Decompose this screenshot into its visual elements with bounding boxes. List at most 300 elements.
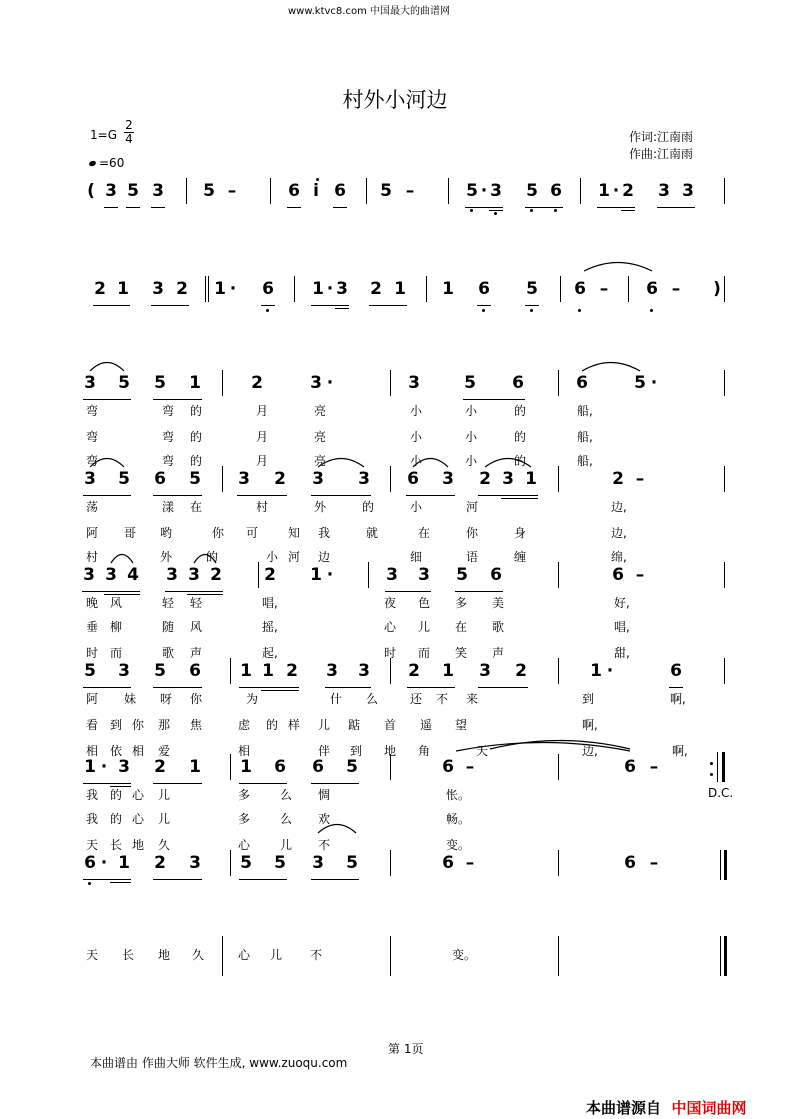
lyric-char: 天 bbox=[86, 948, 99, 962]
beam-line bbox=[489, 210, 503, 211]
note: 6 bbox=[262, 279, 274, 299]
lyric-char: 弯 bbox=[86, 404, 99, 418]
lyric-char: 在 bbox=[455, 620, 468, 634]
lyric-char: 阿 bbox=[86, 526, 99, 540]
lyric-char: 我 bbox=[318, 526, 331, 540]
note: 6 bbox=[288, 181, 300, 201]
lyric-char: 小 bbox=[266, 550, 279, 564]
lyric-char: 呀 bbox=[160, 692, 173, 706]
beam-line bbox=[369, 305, 407, 306]
note: 3 bbox=[238, 469, 250, 489]
note: 3 bbox=[118, 757, 130, 777]
note: 1 bbox=[118, 853, 130, 873]
lyricist: 作词:江南雨 bbox=[629, 130, 694, 144]
barline bbox=[222, 370, 223, 396]
quarter-note-icon bbox=[88, 160, 96, 167]
lyric-char: 小 bbox=[465, 404, 478, 418]
lyric-char: 不 bbox=[310, 948, 323, 962]
beam-line bbox=[407, 687, 455, 688]
note: 5 bbox=[154, 661, 166, 681]
beam-line bbox=[151, 305, 189, 306]
note: 3 bbox=[152, 279, 164, 299]
lyric-char: 色 bbox=[418, 596, 431, 610]
note: 3 bbox=[310, 373, 322, 393]
lyric-char: 为 bbox=[246, 692, 259, 706]
note: 6 bbox=[576, 373, 588, 393]
note: 5 bbox=[526, 181, 538, 201]
lyric-char: 船, bbox=[577, 430, 593, 444]
lyric-char: 首 bbox=[384, 718, 397, 732]
note: 5 bbox=[118, 469, 130, 489]
beam-line bbox=[385, 591, 431, 592]
repeat-barline-thick bbox=[722, 752, 725, 782]
note: · bbox=[100, 853, 108, 873]
lyric-char: 怅。 bbox=[446, 788, 471, 802]
lyric-char: 依 bbox=[110, 744, 123, 758]
source-credit[interactable] bbox=[586, 1097, 746, 1118]
lyric-char: 儿 bbox=[318, 718, 331, 732]
lyric-char: 的 bbox=[190, 430, 203, 444]
note: 6 bbox=[612, 565, 624, 585]
octave-dot bbox=[710, 773, 713, 776]
beam-line bbox=[151, 207, 165, 208]
barline bbox=[205, 276, 206, 302]
slur-arc bbox=[111, 552, 133, 564]
beam-line bbox=[153, 687, 202, 688]
octave-dot bbox=[530, 209, 533, 212]
octave-dot bbox=[88, 882, 91, 885]
lyric-char: 惆 bbox=[318, 788, 331, 802]
note: 6 bbox=[154, 469, 166, 489]
lyric-char: 风 bbox=[190, 620, 203, 634]
lyric-char: 多 bbox=[455, 596, 468, 610]
lyric-char: 儿 bbox=[418, 620, 431, 634]
lyric-char: 轻 bbox=[190, 596, 203, 610]
lyric-char: 知 bbox=[288, 526, 301, 540]
lyric-char: 你 bbox=[190, 692, 203, 706]
lyric-char: 月 bbox=[256, 404, 269, 418]
beam-line bbox=[325, 687, 371, 688]
lyric-char: 歌 bbox=[162, 646, 175, 660]
beam-line bbox=[406, 495, 455, 496]
lyric-char: 弯 bbox=[162, 430, 175, 444]
lyric-char: 边, bbox=[582, 744, 598, 758]
generator-note: 本曲谱由 作曲大师 软件生成, www.zuoqu.com bbox=[90, 1056, 348, 1070]
note: 1 bbox=[189, 757, 201, 777]
note: 3 bbox=[408, 373, 420, 393]
note: 6 bbox=[334, 181, 346, 201]
lyric-char: 随 bbox=[162, 620, 175, 634]
note: 1 bbox=[442, 279, 454, 299]
lyric-char: 阿 bbox=[86, 692, 99, 706]
lyric-char: 河 bbox=[288, 550, 301, 564]
lyric-char: 你 bbox=[466, 526, 479, 540]
beam-line bbox=[478, 495, 538, 496]
lyric-char: 儿 bbox=[158, 812, 171, 826]
note: 6 bbox=[512, 373, 524, 393]
barline bbox=[222, 936, 223, 976]
lyric-char: 哥 bbox=[124, 526, 137, 540]
beam-line bbox=[104, 207, 118, 208]
note: 1 bbox=[240, 661, 252, 681]
lyric-char: 心 bbox=[384, 620, 397, 634]
lyric-char: 起, bbox=[262, 646, 278, 660]
note: 6 bbox=[574, 279, 586, 299]
note: 6 bbox=[646, 279, 658, 299]
note: 1 bbox=[442, 661, 454, 681]
note: 2 bbox=[274, 469, 286, 489]
lyric-char: 啊, bbox=[672, 744, 688, 758]
note: 1 bbox=[394, 279, 406, 299]
note: 3 bbox=[682, 181, 694, 201]
beam-line bbox=[83, 495, 131, 496]
note: – bbox=[671, 279, 681, 299]
beam-line bbox=[525, 207, 563, 208]
note: 3 bbox=[442, 469, 454, 489]
barline bbox=[368, 562, 369, 588]
note: – bbox=[465, 853, 475, 873]
lyric-char: 亮 bbox=[314, 454, 327, 468]
lyric-char: 到 bbox=[110, 718, 123, 732]
lyric-char: 的 bbox=[206, 550, 219, 564]
note: 3 bbox=[118, 661, 130, 681]
site-banner[interactable]: www.ktvc8.com 中国最大的曲谱网 bbox=[288, 6, 451, 17]
lyric-char: 还 bbox=[410, 692, 423, 706]
beam-line bbox=[153, 495, 202, 496]
note: 3 bbox=[326, 661, 338, 681]
barline bbox=[208, 276, 209, 302]
note: 3 bbox=[658, 181, 670, 201]
lyric-char: 声 bbox=[492, 646, 505, 660]
lyric-char: 么 bbox=[366, 692, 379, 706]
note: 1 bbox=[312, 279, 324, 299]
beam-line bbox=[261, 690, 299, 691]
lyric-char: 边, bbox=[611, 500, 627, 514]
lyric-char: 遥 bbox=[420, 718, 433, 732]
lyric-char: 啊, bbox=[582, 718, 598, 732]
note: 1 bbox=[240, 757, 252, 777]
dc-marking: D.C. bbox=[708, 786, 734, 800]
note: 3 bbox=[502, 469, 514, 489]
lyric-char: 弯 bbox=[162, 454, 175, 468]
note: 6 bbox=[442, 853, 454, 873]
beam-line bbox=[83, 687, 131, 688]
time-top: 2 bbox=[125, 118, 133, 132]
lyric-char: 河 bbox=[466, 500, 479, 514]
lyric-char: 不 bbox=[436, 692, 449, 706]
octave-dot bbox=[650, 309, 653, 312]
note: ) bbox=[713, 279, 721, 299]
barline bbox=[186, 178, 187, 204]
barline bbox=[724, 276, 725, 302]
lyric-char: 什 bbox=[330, 692, 343, 706]
lyric-char: 垂 bbox=[86, 620, 99, 634]
octave-dot bbox=[482, 309, 485, 312]
beam-line bbox=[287, 207, 301, 208]
note: – bbox=[635, 565, 645, 585]
beam-line bbox=[478, 687, 528, 688]
note: – bbox=[649, 757, 659, 777]
beam-line bbox=[93, 305, 130, 306]
lyric-char: 不 bbox=[318, 838, 331, 852]
lyric-char: 船, bbox=[577, 404, 593, 418]
beam-line bbox=[621, 210, 635, 211]
lyric-char: 时 bbox=[384, 646, 397, 660]
octave-dot bbox=[316, 178, 319, 181]
note: 5 bbox=[189, 469, 201, 489]
lyric-char: 唱, bbox=[262, 596, 278, 610]
song-title: 村外小河边 bbox=[342, 88, 448, 112]
note: · bbox=[650, 373, 658, 393]
lyric-char: 望 bbox=[455, 718, 468, 732]
lyric-char: 相 bbox=[86, 744, 99, 758]
lyric-char: 的 bbox=[190, 454, 203, 468]
barline bbox=[558, 850, 559, 876]
lyric-char: 心 bbox=[238, 838, 251, 852]
key-signature: 1=G bbox=[90, 128, 117, 142]
beam-line bbox=[239, 879, 287, 880]
tempo-value: =60 bbox=[99, 156, 125, 170]
beam-line bbox=[455, 591, 503, 592]
lyric-char: 我 bbox=[86, 788, 99, 802]
note: 1 bbox=[214, 279, 226, 299]
lyric-char: 心 bbox=[132, 812, 145, 826]
beam-line bbox=[165, 591, 223, 592]
lyric-char: 摇, bbox=[262, 620, 278, 634]
barline bbox=[230, 850, 231, 876]
note: 2 bbox=[264, 565, 276, 585]
lyric-char: 欢 bbox=[318, 812, 331, 826]
lyric-char: 甜, bbox=[614, 646, 630, 660]
octave-dot bbox=[470, 209, 473, 212]
lyric-char: 小 bbox=[465, 430, 478, 444]
beam-line bbox=[311, 879, 359, 880]
lyric-char: 焦 bbox=[190, 718, 203, 732]
lyric-char: 小 bbox=[410, 404, 423, 418]
beam-line bbox=[83, 399, 131, 400]
lyric-char: 而 bbox=[418, 646, 431, 660]
note: 2 bbox=[370, 279, 382, 299]
lyric-char: 心 bbox=[132, 788, 145, 802]
lyric-char: 来 bbox=[466, 692, 479, 706]
lyric-char: 看 bbox=[86, 718, 99, 732]
barline bbox=[448, 178, 449, 204]
note: 2 bbox=[154, 853, 166, 873]
note: 3 bbox=[479, 661, 491, 681]
barline bbox=[230, 658, 231, 684]
lyric-char: 么 bbox=[280, 788, 293, 802]
lyric-char: 可 bbox=[246, 526, 259, 540]
time-signature bbox=[124, 119, 134, 146]
note: 2 bbox=[408, 661, 420, 681]
lyric-char: 啊, bbox=[670, 692, 686, 706]
barline bbox=[230, 754, 231, 780]
beam-line bbox=[311, 305, 349, 306]
lyric-char: 边, bbox=[611, 526, 627, 540]
lyric-char: 相 bbox=[238, 744, 251, 758]
lyric-char: 亮 bbox=[314, 404, 327, 418]
barline bbox=[366, 178, 367, 204]
lyric-char: 月 bbox=[256, 454, 269, 468]
barline bbox=[720, 936, 721, 976]
slur-arc bbox=[194, 552, 216, 564]
barline bbox=[724, 562, 725, 588]
beam-line bbox=[126, 207, 140, 208]
note: 2 bbox=[154, 757, 166, 777]
note: – bbox=[599, 279, 609, 299]
beam-line bbox=[525, 305, 539, 306]
note: – bbox=[227, 181, 237, 201]
beam-line bbox=[153, 399, 202, 400]
note: 5 bbox=[118, 373, 130, 393]
note: 6 bbox=[189, 661, 201, 681]
beam-line bbox=[597, 207, 635, 208]
note: 1 bbox=[117, 279, 129, 299]
lyric-char: 相 bbox=[132, 744, 145, 758]
lyric-char: 长 bbox=[110, 838, 123, 852]
lyric-char: 久 bbox=[158, 838, 171, 852]
slur-arc bbox=[584, 260, 652, 272]
lyric-char: 村 bbox=[256, 500, 269, 514]
note: 3 bbox=[312, 853, 324, 873]
beam-line bbox=[311, 783, 359, 784]
barline bbox=[724, 178, 725, 204]
beam-line bbox=[669, 687, 683, 688]
lyric-char: 在 bbox=[418, 526, 431, 540]
lyric-char: 虑 bbox=[238, 718, 251, 732]
note: 3 bbox=[105, 565, 117, 585]
lyric-char: 小 bbox=[410, 500, 423, 514]
note: 2 bbox=[515, 661, 527, 681]
lyric-char: 缠 bbox=[514, 550, 527, 564]
note: 3 bbox=[336, 279, 348, 299]
lyric-char: 地 bbox=[132, 838, 145, 852]
time-bottom: 4 bbox=[125, 132, 133, 146]
beam-line bbox=[477, 305, 491, 306]
lyric-char: 那 bbox=[158, 718, 171, 732]
note: 6 bbox=[84, 853, 96, 873]
lyric-char: 而 bbox=[110, 646, 123, 660]
lyric-char: 地 bbox=[384, 744, 397, 758]
barline bbox=[560, 276, 561, 302]
final-barline bbox=[724, 936, 727, 976]
lyric-char: 歌 bbox=[492, 620, 505, 634]
barline bbox=[724, 658, 725, 684]
beam-line bbox=[110, 882, 131, 883]
lyric-char: 在 bbox=[190, 500, 203, 514]
note: 5 bbox=[464, 373, 476, 393]
lyric-char: 小 bbox=[410, 430, 423, 444]
barline bbox=[558, 562, 559, 588]
source-label: 本曲谱源自 bbox=[586, 1099, 662, 1117]
barline bbox=[390, 370, 391, 396]
note: 5 bbox=[346, 853, 358, 873]
note: 3 bbox=[105, 181, 117, 201]
note: 2 bbox=[251, 373, 263, 393]
note: 5 bbox=[456, 565, 468, 585]
note: – bbox=[405, 181, 415, 201]
lyric-char: 角 bbox=[418, 744, 431, 758]
lyric-char: 样 bbox=[288, 718, 301, 732]
barline bbox=[558, 936, 559, 976]
note: 3 bbox=[490, 181, 502, 201]
beam-line bbox=[465, 207, 503, 208]
lyric-char: 到 bbox=[350, 744, 363, 758]
octave-dot bbox=[266, 309, 269, 312]
note: 5 bbox=[346, 757, 358, 777]
lyric-char: 美 bbox=[492, 596, 505, 610]
note: 3 bbox=[84, 373, 96, 393]
note: · bbox=[612, 181, 620, 201]
barline bbox=[270, 178, 271, 204]
lyric-char: 就 bbox=[366, 526, 379, 540]
note: 3 bbox=[386, 565, 398, 585]
note: 6 bbox=[490, 565, 502, 585]
barline bbox=[628, 276, 629, 302]
lyric-char: 你 bbox=[132, 718, 145, 732]
lyric-char: 弯 bbox=[86, 454, 99, 468]
lyric-char: 外 bbox=[160, 550, 173, 564]
note: · bbox=[480, 181, 488, 201]
lyric-char: 的 bbox=[266, 718, 279, 732]
note: 1 bbox=[84, 757, 96, 777]
note: 3 bbox=[83, 565, 95, 585]
note: · bbox=[606, 661, 614, 681]
beam-line bbox=[657, 207, 695, 208]
slur-arc bbox=[90, 360, 124, 372]
barline bbox=[720, 850, 721, 880]
source-site[interactable]: 中国词曲网 bbox=[671, 1099, 747, 1117]
note: 1 bbox=[590, 661, 602, 681]
note: 3 bbox=[189, 853, 201, 873]
note: 3 bbox=[188, 565, 200, 585]
note: 1 bbox=[525, 469, 537, 489]
beam-line bbox=[239, 687, 299, 688]
octave-dot bbox=[494, 212, 497, 215]
lyric-char: 时 bbox=[86, 646, 99, 660]
note: 2 bbox=[479, 469, 491, 489]
lyric-char: 边 bbox=[318, 550, 331, 564]
octave-dot bbox=[530, 309, 533, 312]
slur-arc bbox=[318, 822, 356, 834]
note: 3 bbox=[312, 469, 324, 489]
note: 6 bbox=[274, 757, 286, 777]
note: – bbox=[635, 469, 645, 489]
lyric-char: 小 bbox=[465, 454, 478, 468]
lyric-char: 天 bbox=[476, 744, 489, 758]
note: 6 bbox=[670, 661, 682, 681]
octave-dot bbox=[710, 762, 713, 765]
lyric-char: 亮 bbox=[314, 430, 327, 444]
repeat-barline bbox=[717, 752, 718, 782]
lyric-char: 的 bbox=[514, 454, 527, 468]
lyric-char: 变。 bbox=[446, 838, 471, 852]
note: 6 bbox=[478, 279, 490, 299]
note: 1 bbox=[310, 565, 322, 585]
lyric-char: 语 bbox=[466, 550, 479, 564]
lyric-char: 身 bbox=[514, 526, 527, 540]
note: 4 bbox=[127, 565, 139, 585]
note: 2 bbox=[94, 279, 106, 299]
slur-arc bbox=[318, 456, 364, 468]
lyric-char: 心 bbox=[238, 948, 251, 962]
lyric-char: 哟 bbox=[160, 526, 173, 540]
note: 2 bbox=[622, 181, 634, 201]
note: 3 bbox=[152, 181, 164, 201]
beam-line bbox=[239, 783, 287, 784]
lyric-char: 绵, bbox=[611, 550, 627, 564]
beam-line bbox=[82, 591, 140, 592]
